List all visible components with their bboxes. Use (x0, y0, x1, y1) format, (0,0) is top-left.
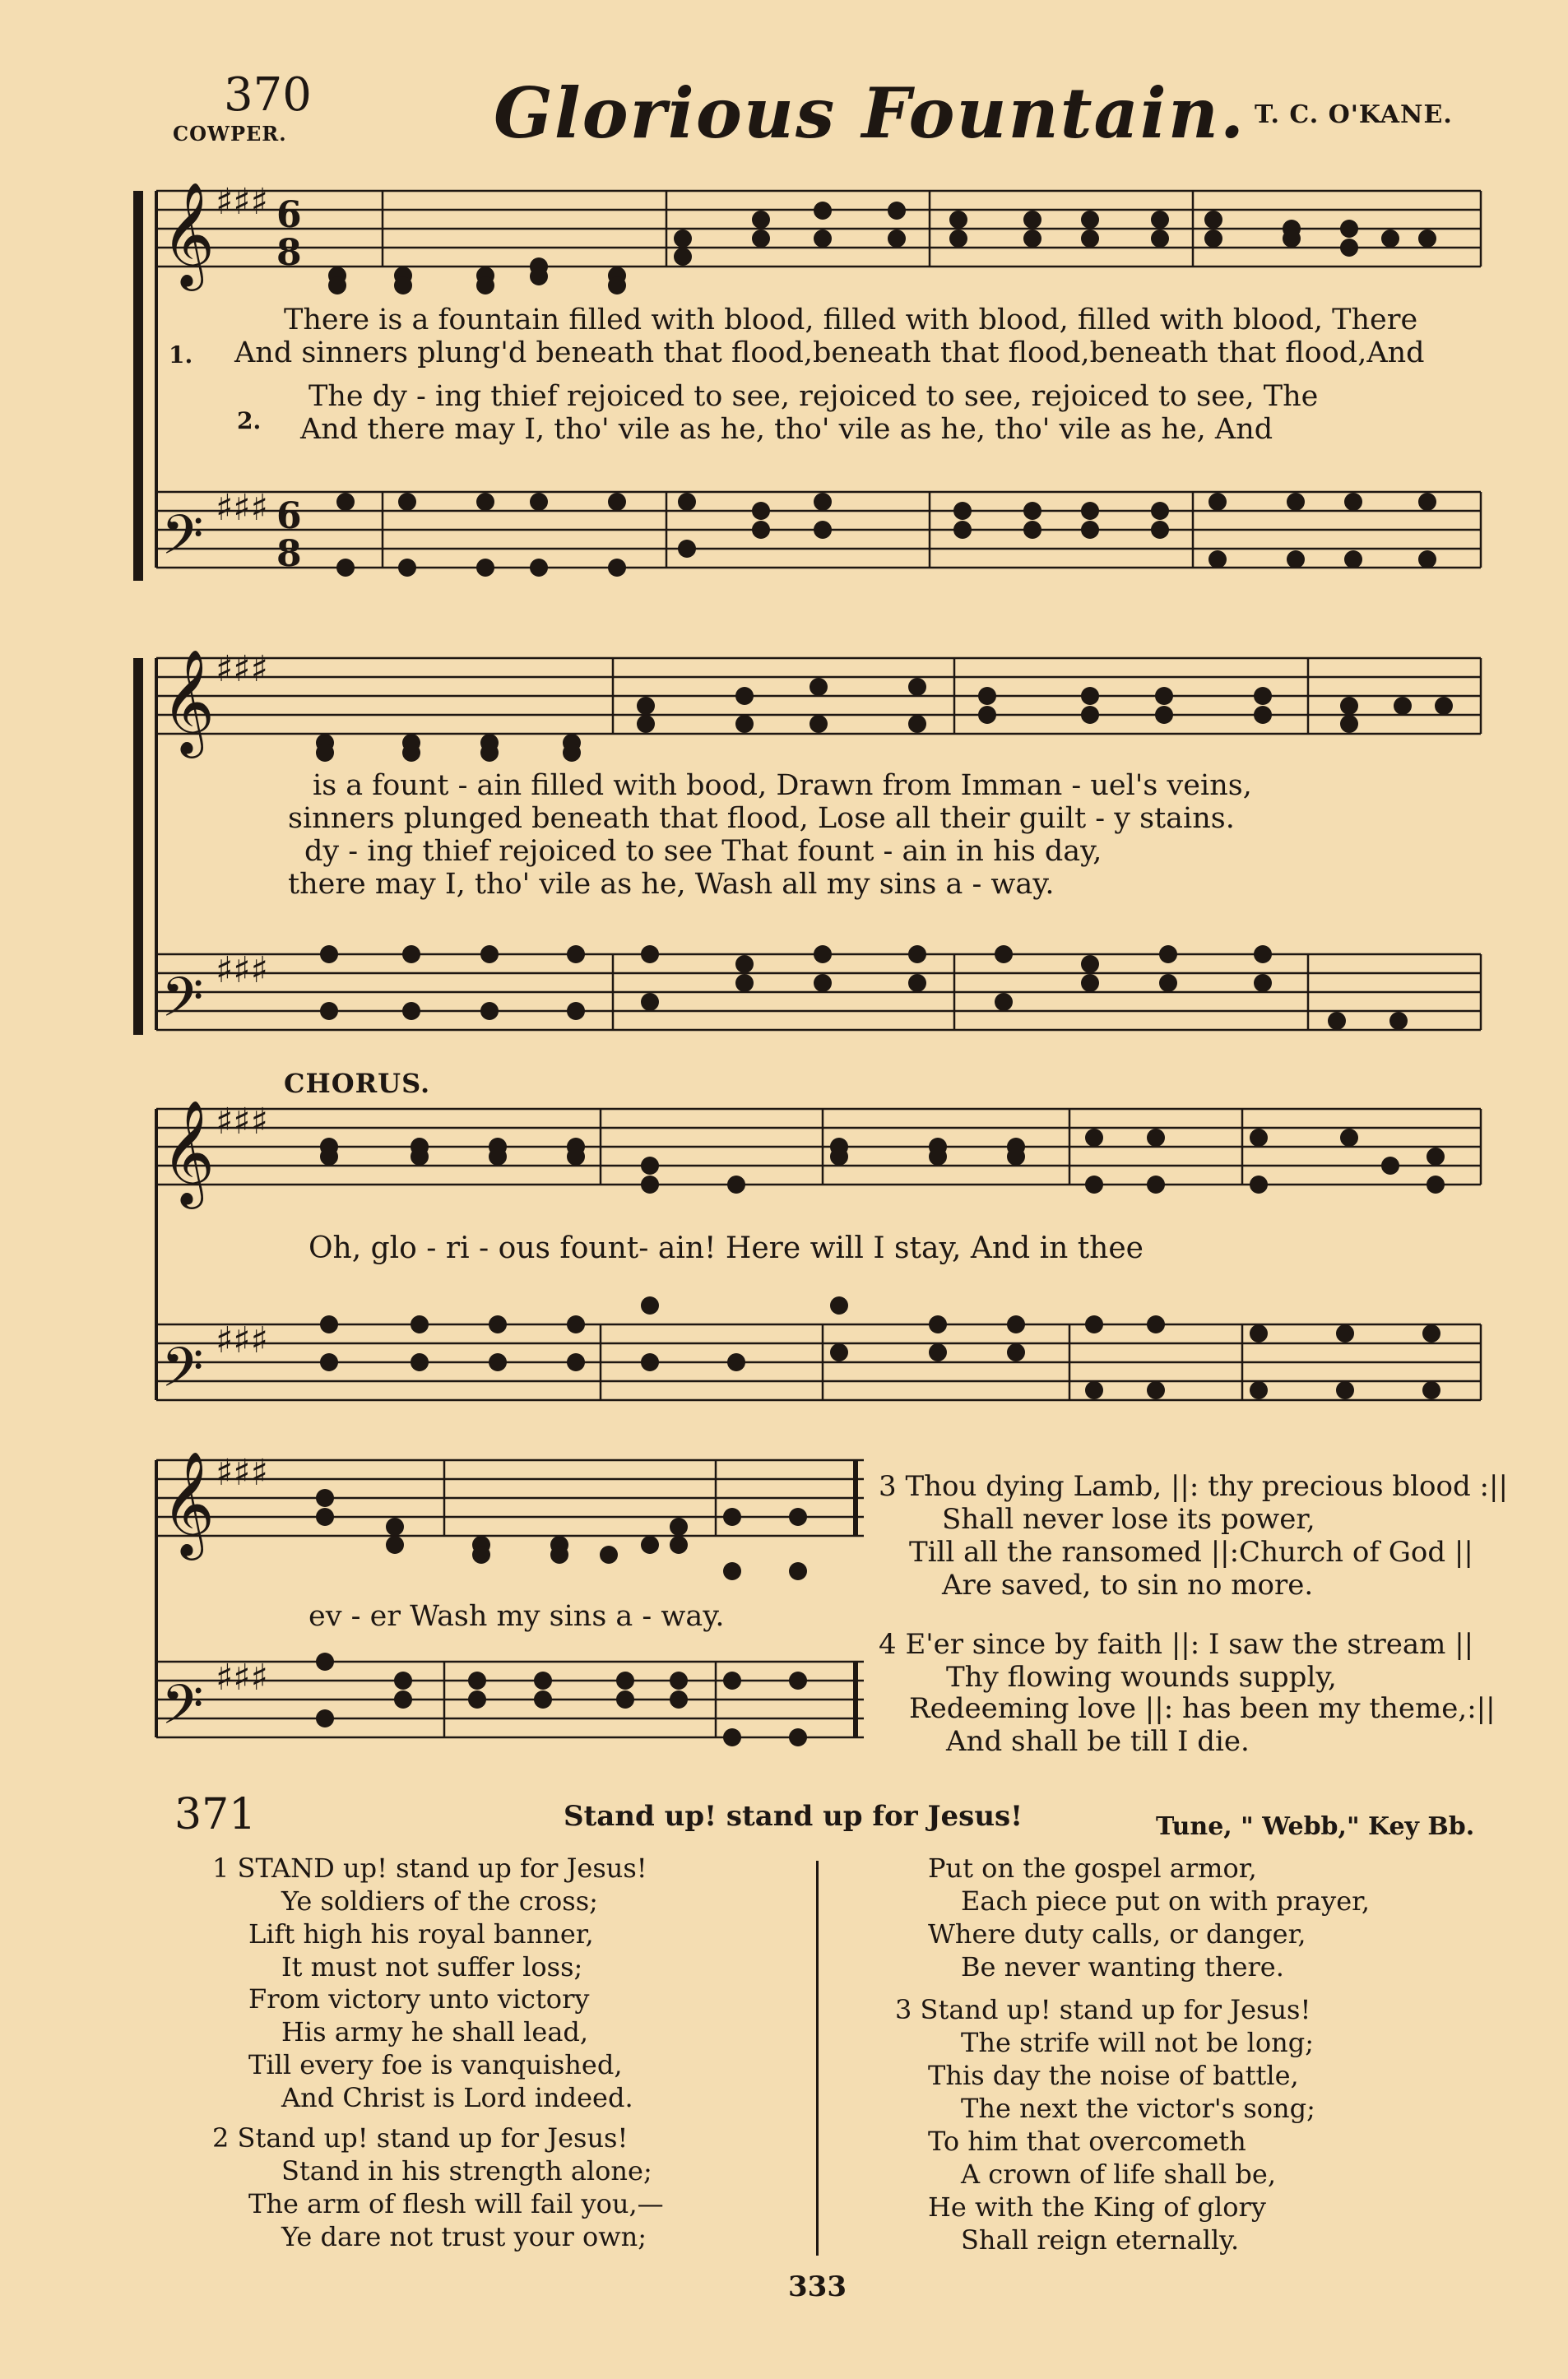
poem-line: He with the King of glory (928, 2191, 1266, 2223)
verse-4-line: Thy flowing wounds supply, (946, 1661, 1337, 1694)
hymn-number: 370 (224, 68, 312, 122)
poem-line: Each piece put on with prayer, (961, 1885, 1371, 1917)
poem-line: 2 Stand up! stand up for Jesus! (212, 2122, 629, 2154)
svg-text:𝄢: 𝄢 (161, 503, 204, 580)
svg-text:6: 6 (276, 194, 302, 236)
svg-text:♯♯♯: ♯♯♯ (216, 1319, 268, 1361)
poem-line: His army he shall lead, (281, 2016, 589, 2047)
poem-line: 3 Stand up! stand up for Jesus! (895, 1994, 1311, 2025)
svg-text:6: 6 (276, 495, 302, 537)
svg-text:♯♯♯: ♯♯♯ (216, 1657, 268, 1699)
poem-line: 1 STAND up! stand up for Jesus! (212, 1853, 647, 1884)
svg-text:𝄞: 𝄞 (161, 1450, 216, 1556)
poem-line: The strife will not be long; (961, 2027, 1314, 2058)
hymn-number: 371 (174, 1790, 257, 1839)
svg-text:8: 8 (276, 533, 302, 575)
lyric-line: And there may I, tho' vile as he, tho' vile as he, tho' vile as he, And (300, 413, 1273, 446)
lyric-line: there may I, tho' vile as he, Wash all my sins a - way. (288, 868, 1055, 901)
poem-line: Ye soldiers of the cross; (281, 1885, 598, 1917)
svg-text:♯♯♯: ♯♯♯ (216, 949, 268, 991)
verse-number-2: 2. (237, 407, 262, 434)
lyric-line: is a fount - ain filled with bood, Drawn from Imman - uel's veins, (313, 769, 1252, 802)
verse-4-line: Redeeming love ||: has been my theme,:|| (909, 1692, 1496, 1725)
svg-text:♯♯♯: ♯♯♯ (216, 487, 268, 529)
chorus-label: CHORUS. (284, 1068, 431, 1099)
hymn-title: Stand up! stand up for Jesus! (564, 1800, 1023, 1833)
lyric-line: dy - ing thief rejoiced to see That fount - ain in his day, (304, 835, 1102, 868)
poem-line: To him that overcometh (928, 2126, 1246, 2157)
svg-text:𝄢: 𝄢 (161, 1336, 204, 1412)
poem-line: Where duty calls, or danger, (928, 1918, 1306, 1950)
poem-line: Till every foe is vanquished, (248, 2049, 623, 2080)
page-number: 333 (788, 2270, 847, 2303)
verse-4-line: And shall be till I die. (946, 1725, 1250, 1758)
lyricist-credit: COWPER. (173, 122, 287, 146)
lyric-line: And sinners plung'd beneath that flood,beneath that flood,beneath that flood,And (234, 336, 1425, 369)
column-divider (816, 1861, 819, 2256)
poem-line: Lift high his royal banner, (248, 1918, 594, 1950)
chorus-lyric-line: ev - er Wash my sins a - way. (308, 1600, 725, 1633)
poem-line: And Christ is Lord indeed. (281, 2082, 633, 2113)
verse-3-line: Till all the ransomed ||:Church of God || (909, 1536, 1473, 1569)
svg-text:𝄢: 𝄢 (161, 1673, 204, 1750)
poem-line: From victory unto victory (248, 1983, 590, 2015)
svg-text:♯♯♯: ♯♯♯ (216, 181, 268, 223)
verse-number-1: 1. (169, 341, 193, 369)
lyric-line: The dy - ing thief rejoiced to see, rejoiced to see, rejoiced to see, The (308, 380, 1319, 413)
poem-line: Be never wanting there. (961, 1951, 1284, 1982)
chorus-lyric-line: Oh, glo - ri - ous fount- ain! Here will I stay, And in thee (308, 1231, 1144, 1265)
svg-text:♯♯♯: ♯♯♯ (216, 1101, 268, 1143)
svg-text:𝄞: 𝄞 (161, 181, 216, 286)
svg-text:𝄞: 𝄞 (161, 1099, 216, 1204)
poem-line: The arm of flesh will fail you,— (248, 2188, 664, 2219)
tune-note: Tune, " Webb," Key Bb. (1156, 1812, 1475, 1841)
poem-line: Shall reign eternally. (961, 2224, 1240, 2256)
composer-credit: T. C. O'KANE. (1255, 100, 1453, 129)
poem-line: Stand in his strength alone; (281, 2155, 652, 2187)
poem-line: Put on the gospel armor, (928, 1853, 1257, 1884)
svg-text:♯♯♯: ♯♯♯ (216, 648, 268, 690)
poem-line: The next the victor's song; (961, 2093, 1315, 2124)
verse-3-line: Are saved, to sin no more. (942, 1569, 1314, 1602)
verse-3-line: 3 Thou dying Lamb, ||: thy precious blood :|| (879, 1470, 1508, 1503)
verse-3-line: Shall never lose its power, (942, 1503, 1315, 1536)
poem-line: It must not suffer loss; (281, 1951, 583, 1982)
lyric-line: sinners plunged beneath that flood, Lose all their guilt - y stains. (288, 802, 1235, 835)
poem-line: Ye dare not trust your own; (281, 2221, 647, 2252)
svg-text:𝄞: 𝄞 (161, 648, 216, 754)
poem-line: A crown of life shall be, (961, 2159, 1276, 2190)
hymn-title: Glorious Fountain. (494, 72, 1246, 154)
svg-text:♯♯♯: ♯♯♯ (216, 1452, 268, 1494)
verse-4-line: 4 E'er since by faith ||: I saw the stream || (879, 1628, 1474, 1661)
poem-line: This day the noise of battle, (928, 2060, 1299, 2091)
lyric-line: There is a fountain filled with blood, filled with blood, filled with blood, There (284, 304, 1418, 336)
svg-text:𝄢: 𝄢 (161, 966, 204, 1042)
svg-text:8: 8 (276, 232, 302, 274)
